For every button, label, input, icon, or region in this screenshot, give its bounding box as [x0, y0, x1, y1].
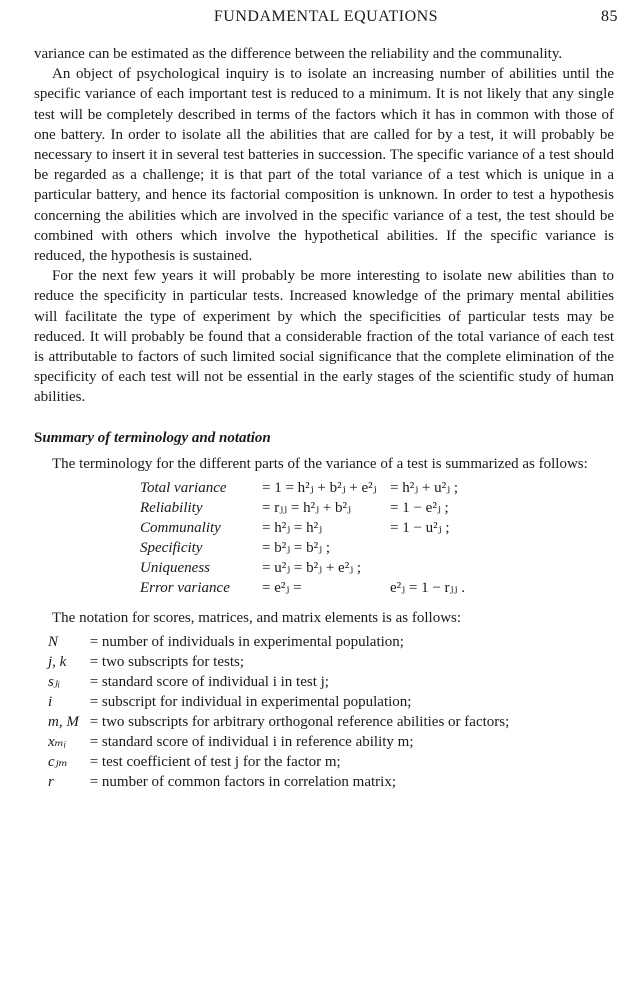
equation-label: Total variance	[140, 480, 227, 497]
notation-definition: = two subscripts for tests;	[89, 654, 245, 671]
notation-definition: = subscript for individual in experimental population;	[89, 694, 412, 711]
paragraph-1: variance can be estimated as the difference between the reliability and the communality.	[34, 46, 563, 62]
equation-label: Reliability	[140, 500, 203, 517]
notation-definition: = two subscripts for arbitrary orthogonal reference abilities or factors;	[89, 714, 510, 731]
page-number: 85	[601, 8, 618, 25]
terminology-intro: The terminology for the different parts of the variance of a test is summarized as follows:	[52, 455, 588, 472]
notation-definition: = number of individuals in experimental population;	[89, 634, 404, 651]
notation-row	[48, 752, 614, 772]
equation-formula-left: = u²ⱼ = b²ⱼ + e²ⱼ ;	[262, 560, 362, 577]
notation-symbol: sⱼᵢ	[48, 674, 61, 691]
equation-label: Specificity	[140, 540, 203, 557]
equation-formula-right: = 1 − e²ⱼ ;	[390, 500, 449, 517]
equation-formula-right	[386, 558, 504, 578]
notation-row	[48, 772, 614, 792]
equation-row	[136, 538, 504, 558]
notation-symbol: i	[48, 694, 53, 711]
notation-list	[48, 632, 614, 792]
notation-symbol: N	[48, 634, 59, 651]
equation-formula-left: = e²ⱼ =	[262, 580, 302, 597]
equation-label: Communality	[140, 520, 221, 537]
section-heading: Summary of terminology and notation	[34, 429, 271, 446]
notation-row	[48, 652, 614, 672]
equation-formula-right: e²ⱼ = 1 − rⱼⱼ .	[390, 580, 465, 597]
equation-formula-left: = h²ⱼ = h²ⱼ	[262, 520, 323, 537]
notation-symbol: xₘᵢ	[48, 734, 67, 751]
notation-symbol: r	[48, 774, 54, 791]
notation-intro: The notation for scores, matrices, and matrix elements is as follows:	[52, 610, 462, 627]
notation-definition: = standard score of individual i in test j;	[89, 674, 329, 691]
equation-row	[136, 478, 504, 498]
notation-row	[48, 712, 614, 732]
variance-equations	[136, 478, 504, 598]
equation-row	[136, 518, 504, 538]
equation-row	[136, 498, 504, 518]
page-body	[34, 44, 614, 792]
equation-formula-left: = rⱼⱼ = h²ⱼ + b²ⱼ	[262, 500, 351, 517]
equation-formula-right: = h²ⱼ + u²ⱼ ;	[390, 480, 459, 497]
notation-symbol: j, k	[48, 654, 67, 671]
equation-formula-left: = b²ⱼ = b²ⱼ ;	[262, 540, 331, 557]
notation-definition: = number of common factors in correlation matrix;	[89, 774, 397, 791]
notation-symbol: cⱼₘ	[48, 754, 68, 771]
equation-label: Error variance	[140, 580, 230, 597]
notation-definition: = standard score of individual i in reference ability m;	[89, 734, 414, 751]
paragraph-2: An object of psychological inquiry is to isolate an increasing number of abilities until the specific variance of each important test is reduced to a minimum. It is not likely that any single test will be completely described in terms of the factors which it has in common with those of one battery. In order to isolate all the abilities that are called for by a test, it will probably be necessary to insert it in several test batteries in succession. The specific variance of a test should be regarded as a challenge; it is that part of the total variance of a test which is unique in a particular battery, and hence its factorial composition is unknown. In order to test a hypothesis concerning the abilities which are involved in the specific variance of a test, the test should be combined with others which involve the hypothetical abilities. If the specific variance is reduced, the hypothesis is sustained.	[34, 66, 614, 265]
paragraph-3: For the next few years it will probably be more interesting to isolate new abilities than to reduce the specificity in particular tests. Increased knowledge of the primary mental abilities will facilitate the type of experiment by which the specificities of particular tests may be reduced. It will probably be found that a considerable fraction of the total variance of each test is attributable to factors of such limited social significance that the complete elimination of the specificity of each test will not be essential in the early stages of the scientific study of human abilities.	[34, 268, 614, 406]
notation-row	[48, 632, 614, 652]
notation-row	[48, 732, 614, 752]
notation-symbol: m, M	[48, 714, 79, 731]
equation-label: Uniqueness	[140, 560, 210, 577]
equation-row	[136, 578, 504, 598]
notation-row	[48, 692, 614, 712]
running-header	[34, 8, 618, 30]
notation-definition: = test coefficient of test j for the factor m;	[89, 754, 341, 771]
equation-formula-right: = 1 − u²ⱼ ;	[390, 520, 450, 537]
equation-row	[136, 558, 504, 578]
equation-formula-right	[386, 538, 504, 558]
running-title: FUNDAMENTAL EQUATIONS	[213, 8, 439, 25]
notation-row	[48, 672, 614, 692]
equation-formula-left: = 1 = h²ⱼ + b²ⱼ + e²ⱼ	[262, 480, 377, 497]
